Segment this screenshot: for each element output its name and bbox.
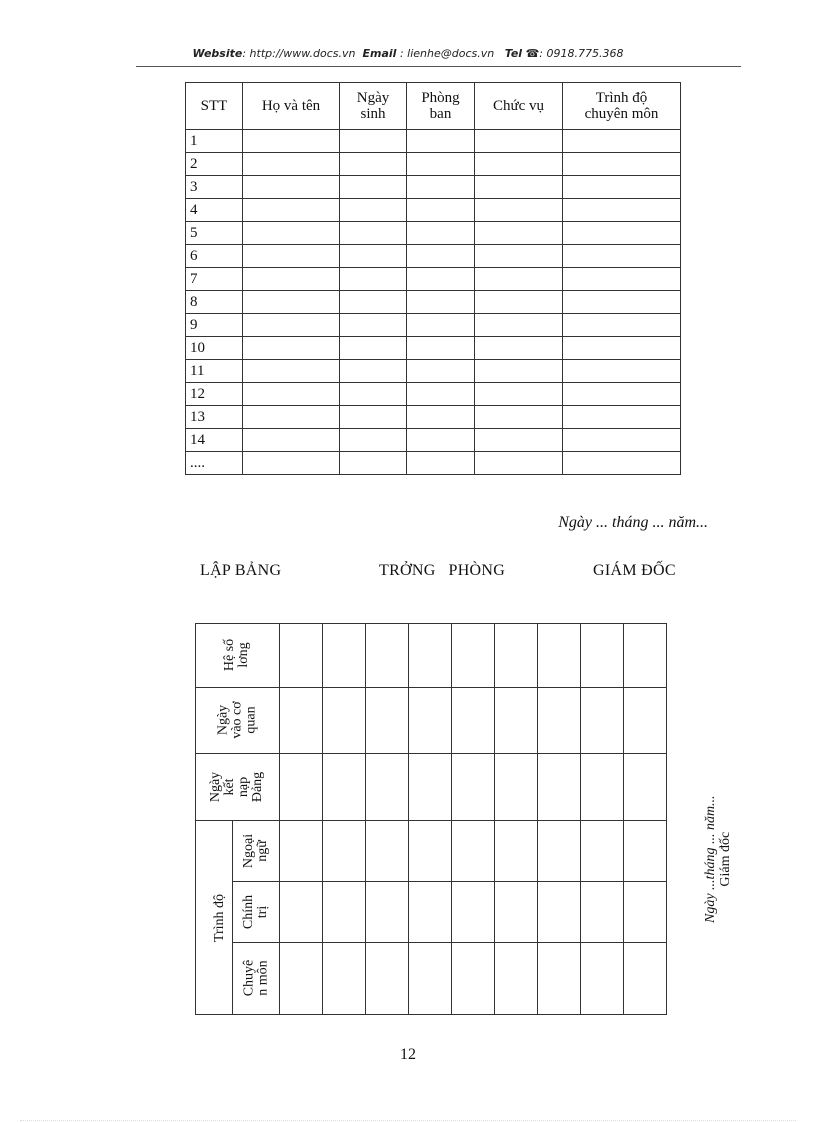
empty-cell bbox=[581, 754, 624, 821]
empty-cell bbox=[407, 130, 475, 153]
empty-cell bbox=[340, 383, 407, 406]
empty-cell bbox=[452, 754, 495, 821]
label-trinh-do bbox=[196, 821, 233, 1015]
ket-nap-line2: kết bbox=[222, 777, 238, 796]
empty-cell bbox=[563, 314, 681, 337]
empty-cell bbox=[407, 360, 475, 383]
he-so-line2: lơng bbox=[236, 642, 252, 668]
stt-cell: 7 bbox=[186, 268, 243, 291]
empty-cell bbox=[407, 153, 475, 176]
empty-cell bbox=[243, 245, 340, 268]
page-number: 12 bbox=[400, 1046, 416, 1063]
empty-cell bbox=[243, 452, 340, 475]
header-dept-line1: Phòng bbox=[421, 90, 460, 106]
staff-table-row bbox=[186, 314, 681, 337]
stt-cell: 5 bbox=[186, 222, 243, 245]
stt-cell: 4 bbox=[186, 199, 243, 222]
empty-cell bbox=[340, 314, 407, 337]
empty-cell bbox=[243, 130, 340, 153]
empty-cell bbox=[563, 406, 681, 429]
row-he-so bbox=[196, 624, 667, 688]
label-ket-nap bbox=[196, 754, 280, 821]
empty-cell bbox=[323, 754, 366, 821]
empty-cell bbox=[475, 199, 563, 222]
ngoai-ngu-line1: Ngoại bbox=[241, 833, 256, 868]
date-line: Ngày ... tháng ... năm... bbox=[558, 514, 708, 531]
empty-cell bbox=[563, 130, 681, 153]
side-date-line: Ngày ...tháng ... năm... bbox=[703, 795, 718, 923]
empty-cell bbox=[475, 222, 563, 245]
chinh-tri-line1: Chính bbox=[240, 894, 256, 929]
header-position: Chức vụ bbox=[475, 83, 563, 130]
stt-cell: 13 bbox=[186, 406, 243, 429]
empty-cell bbox=[409, 688, 452, 754]
empty-cell bbox=[475, 176, 563, 199]
stt-cell: 11 bbox=[186, 360, 243, 383]
empty-cell bbox=[495, 882, 538, 943]
empty-cell bbox=[407, 268, 475, 291]
empty-cell bbox=[452, 882, 495, 943]
staff-table-row bbox=[186, 245, 681, 268]
empty-cell bbox=[475, 153, 563, 176]
header-dob-line1: Ngày bbox=[356, 90, 390, 106]
row-chinh-tri bbox=[196, 882, 667, 943]
empty-cell bbox=[475, 452, 563, 475]
label-chinh-tri bbox=[233, 882, 280, 943]
empty-cell bbox=[624, 821, 667, 882]
staff-table-row bbox=[186, 429, 681, 452]
empty-cell bbox=[407, 429, 475, 452]
ket-nap-line4: Đảng bbox=[250, 771, 266, 802]
empty-cell bbox=[280, 821, 323, 882]
empty-cell bbox=[280, 754, 323, 821]
staff-table-row bbox=[186, 130, 681, 153]
empty-cell bbox=[452, 821, 495, 882]
row-ket-nap bbox=[196, 754, 667, 821]
empty-cell bbox=[495, 821, 538, 882]
header-dept-line2: ban bbox=[429, 106, 452, 122]
page-header bbox=[0, 47, 816, 60]
stt-cell: 6 bbox=[186, 245, 243, 268]
empty-cell bbox=[538, 688, 581, 754]
staff-table-row bbox=[186, 383, 681, 406]
empty-cell bbox=[624, 882, 667, 943]
header-dob bbox=[340, 83, 407, 130]
empty-cell bbox=[243, 291, 340, 314]
empty-cell bbox=[243, 268, 340, 291]
staff-table-header-row bbox=[186, 83, 681, 130]
ngoai-ngu-line2: ngữ bbox=[255, 839, 270, 862]
empty-cell bbox=[538, 754, 581, 821]
empty-cell bbox=[340, 222, 407, 245]
stt-cell: 10 bbox=[186, 337, 243, 360]
empty-cell bbox=[407, 452, 475, 475]
empty-cell bbox=[407, 291, 475, 314]
empty-cell bbox=[366, 821, 409, 882]
empty-cell bbox=[407, 314, 475, 337]
empty-cell bbox=[624, 754, 667, 821]
empty-cell bbox=[407, 383, 475, 406]
empty-cell bbox=[340, 429, 407, 452]
empty-cell bbox=[409, 943, 452, 1015]
staff-table-row bbox=[186, 406, 681, 429]
stt-cell: 14 bbox=[186, 429, 243, 452]
empty-cell bbox=[280, 624, 323, 688]
empty-cell bbox=[538, 943, 581, 1015]
empty-cell bbox=[340, 199, 407, 222]
empty-cell bbox=[495, 624, 538, 688]
empty-cell bbox=[475, 337, 563, 360]
empty-cell bbox=[243, 406, 340, 429]
row-ngoai-ngu bbox=[196, 821, 667, 882]
staff-table-row bbox=[186, 452, 681, 475]
staff-table-row bbox=[186, 153, 681, 176]
staff-table-row bbox=[186, 268, 681, 291]
header-name: Họ và tên bbox=[243, 83, 340, 130]
empty-cell bbox=[538, 821, 581, 882]
empty-cell bbox=[323, 688, 366, 754]
empty-cell bbox=[452, 624, 495, 688]
empty-cell bbox=[581, 688, 624, 754]
empty-cell bbox=[581, 882, 624, 943]
header-level bbox=[563, 83, 681, 130]
header-divider bbox=[136, 66, 741, 67]
ket-nap-line1: Ngày bbox=[208, 771, 224, 802]
header-dob-line2: sinh bbox=[360, 106, 386, 122]
empty-cell bbox=[323, 624, 366, 688]
side-director-title: Giám đốc bbox=[718, 831, 733, 887]
stt-cell: 9 bbox=[186, 314, 243, 337]
head-of-dept-label: TRỞNG PHÒNG bbox=[379, 562, 506, 579]
empty-cell bbox=[563, 268, 681, 291]
empty-cell bbox=[340, 130, 407, 153]
empty-cell bbox=[475, 383, 563, 406]
stt-cell: .... bbox=[186, 452, 243, 475]
director-label: GIÁM ĐỐC bbox=[593, 562, 676, 579]
side-signature bbox=[703, 795, 733, 923]
empty-cell bbox=[366, 624, 409, 688]
row-chuyen-mon bbox=[196, 943, 667, 1015]
email-address[interactable]: : lienhe@docs.vn bbox=[399, 47, 495, 60]
empty-cell bbox=[581, 943, 624, 1015]
label-he-so bbox=[196, 624, 280, 688]
empty-cell bbox=[475, 360, 563, 383]
empty-cell bbox=[243, 222, 340, 245]
website-label: Website bbox=[192, 47, 243, 60]
empty-cell bbox=[243, 360, 340, 383]
header-dept bbox=[407, 83, 475, 130]
empty-cell bbox=[409, 821, 452, 882]
chinh-tri-line2: trị bbox=[254, 905, 270, 918]
empty-cell bbox=[407, 245, 475, 268]
empty-cell bbox=[407, 337, 475, 360]
empty-cell bbox=[475, 429, 563, 452]
empty-cell bbox=[340, 291, 407, 314]
empty-cell bbox=[624, 624, 667, 688]
empty-cell bbox=[243, 337, 340, 360]
empty-cell bbox=[243, 383, 340, 406]
phone-icon: ☎ bbox=[525, 47, 540, 60]
staff-table-row bbox=[186, 176, 681, 199]
empty-cell bbox=[340, 406, 407, 429]
empty-cell bbox=[563, 291, 681, 314]
empty-cell bbox=[563, 429, 681, 452]
empty-cell bbox=[475, 268, 563, 291]
header-stt: STT bbox=[186, 83, 243, 130]
empty-cell bbox=[409, 624, 452, 688]
staff-table-row bbox=[186, 360, 681, 383]
empty-cell bbox=[563, 199, 681, 222]
empty-cell bbox=[340, 452, 407, 475]
row-ngay-vao bbox=[196, 688, 667, 754]
empty-cell bbox=[581, 624, 624, 688]
stt-cell: 8 bbox=[186, 291, 243, 314]
empty-cell bbox=[323, 882, 366, 943]
empty-cell bbox=[563, 153, 681, 176]
empty-cell bbox=[243, 314, 340, 337]
empty-cell bbox=[563, 360, 681, 383]
stt-cell: 3 bbox=[186, 176, 243, 199]
empty-cell bbox=[243, 153, 340, 176]
trinh-do-text: Trình độ bbox=[212, 893, 228, 942]
empty-cell bbox=[563, 245, 681, 268]
empty-cell bbox=[366, 943, 409, 1015]
empty-cell bbox=[340, 360, 407, 383]
empty-cell bbox=[366, 882, 409, 943]
staff-table-row bbox=[186, 199, 681, 222]
ket-nap-line3: nạp bbox=[236, 776, 252, 797]
ngay-vao-line1: Ngày bbox=[215, 704, 231, 736]
empty-cell bbox=[407, 176, 475, 199]
stt-cell: 1 bbox=[186, 130, 243, 153]
he-so-line1: Hệ số bbox=[222, 638, 238, 672]
empty-cell bbox=[323, 821, 366, 882]
empty-cell bbox=[475, 130, 563, 153]
empty-cell bbox=[340, 268, 407, 291]
stt-cell: 2 bbox=[186, 153, 243, 176]
empty-cell bbox=[323, 943, 366, 1015]
prepared-by-label: LẬP BẢNG bbox=[200, 562, 282, 579]
staff-table-body bbox=[186, 130, 681, 475]
empty-cell bbox=[366, 754, 409, 821]
empty-cell bbox=[340, 337, 407, 360]
ngay-vao-line2: vào cơ bbox=[229, 701, 245, 739]
empty-cell bbox=[452, 688, 495, 754]
empty-cell bbox=[340, 245, 407, 268]
staff-table-row bbox=[186, 291, 681, 314]
empty-cell bbox=[538, 624, 581, 688]
empty-cell bbox=[407, 199, 475, 222]
staff-table bbox=[185, 82, 681, 475]
empty-cell bbox=[280, 688, 323, 754]
stt-cell: 12 bbox=[186, 383, 243, 406]
empty-cell bbox=[495, 943, 538, 1015]
chuyen-mon-line2: n môn bbox=[255, 960, 270, 996]
label-ngay-vao bbox=[196, 688, 280, 754]
ngay-vao-line3: quan bbox=[243, 706, 259, 734]
staff-table-row bbox=[186, 337, 681, 360]
empty-cell bbox=[243, 176, 340, 199]
empty-cell bbox=[243, 429, 340, 452]
empty-cell bbox=[563, 452, 681, 475]
empty-cell bbox=[452, 943, 495, 1015]
empty-cell bbox=[495, 688, 538, 754]
empty-cell bbox=[581, 821, 624, 882]
empty-cell bbox=[340, 153, 407, 176]
email-label: Email bbox=[362, 47, 397, 60]
tel-label: Tel bbox=[504, 47, 523, 60]
tel-number: : 0918.775.368 bbox=[539, 47, 624, 60]
empty-cell bbox=[280, 943, 323, 1015]
empty-cell bbox=[243, 199, 340, 222]
empty-cell bbox=[563, 337, 681, 360]
chuyen-mon-line1: Chuyê bbox=[241, 959, 256, 997]
empty-cell bbox=[409, 754, 452, 821]
empty-cell bbox=[563, 383, 681, 406]
empty-cell bbox=[280, 882, 323, 943]
empty-cell bbox=[624, 943, 667, 1015]
empty-cell bbox=[407, 406, 475, 429]
label-ngoai-ngu bbox=[233, 821, 280, 882]
rotated-staff-table bbox=[195, 623, 667, 1015]
empty-cell bbox=[475, 291, 563, 314]
website-url[interactable]: : http://www.docs.vn bbox=[242, 47, 356, 60]
empty-cell bbox=[409, 882, 452, 943]
empty-cell bbox=[407, 222, 475, 245]
header-level-line1: Trình độ bbox=[595, 90, 648, 106]
empty-cell bbox=[475, 314, 563, 337]
staff-table-row bbox=[186, 222, 681, 245]
empty-cell bbox=[563, 222, 681, 245]
empty-cell bbox=[366, 688, 409, 754]
empty-cell bbox=[495, 754, 538, 821]
label-chuyen-mon bbox=[233, 943, 280, 1015]
empty-cell bbox=[340, 176, 407, 199]
empty-cell bbox=[475, 245, 563, 268]
empty-cell bbox=[563, 176, 681, 199]
header-level-line2: chuyên môn bbox=[584, 106, 659, 122]
footer-divider bbox=[20, 1120, 796, 1121]
empty-cell bbox=[624, 688, 667, 754]
empty-cell bbox=[475, 406, 563, 429]
empty-cell bbox=[538, 882, 581, 943]
